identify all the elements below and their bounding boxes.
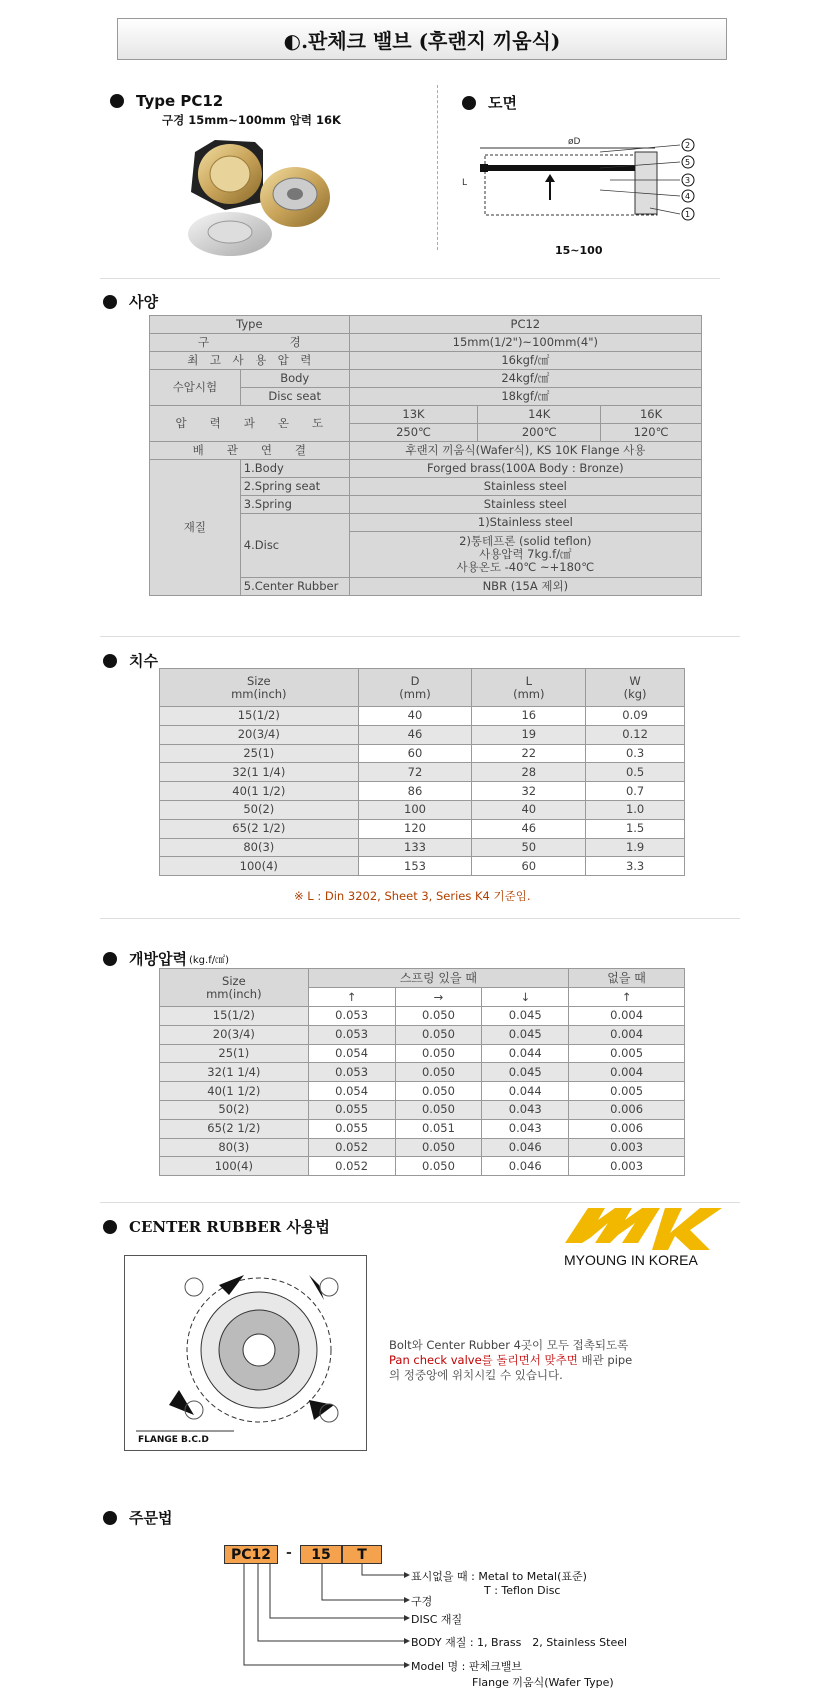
- spec-bore-value: 15mm(1/2")~100mm(4"): [349, 334, 701, 352]
- type-heading-text: Type PC12: [136, 92, 224, 110]
- od-label: øD: [568, 137, 581, 147]
- length-label: L: [462, 178, 468, 188]
- dim-cell: 1.0: [586, 800, 685, 819]
- bullet-icon: [103, 952, 117, 966]
- dim-cell: 0.12: [586, 725, 685, 744]
- open-cell: 0.052: [308, 1157, 395, 1176]
- open-cell: 0.052: [308, 1138, 395, 1157]
- bullet-icon: [462, 96, 476, 110]
- dim-cell: 15(1/2): [160, 707, 359, 726]
- dim-cell: 1.5: [586, 819, 685, 838]
- open-cell: 0.050: [395, 1007, 482, 1026]
- open-unit: (kg.f/㎠): [188, 955, 229, 966]
- divider: [100, 636, 740, 637]
- table-row: [160, 1100, 685, 1119]
- table-row: [160, 1007, 685, 1026]
- table-row: [160, 763, 685, 782]
- spec-m2-label: 2.Spring seat: [240, 478, 349, 496]
- open-cell: 0.045: [482, 1025, 569, 1044]
- spec-pipe-label: 배 관 연 결: [150, 442, 350, 460]
- callout-4: 4: [685, 192, 691, 201]
- drawing-heading-text: 도면: [488, 94, 517, 112]
- open-cell: 0.003: [569, 1157, 685, 1176]
- bullet-icon: [110, 94, 124, 108]
- model-code-box: PC12: [224, 1545, 278, 1564]
- open-cell: 0.045: [482, 1063, 569, 1082]
- open-header-line: Size: [222, 973, 246, 988]
- divider: [100, 918, 740, 919]
- arrow-right-icon: →: [395, 988, 482, 1007]
- table-row: [160, 1157, 685, 1176]
- dim-cell: 40: [472, 800, 586, 819]
- open-cell: 0.004: [569, 1063, 685, 1082]
- spec-material-label: 재질: [150, 460, 241, 596]
- arrow-up-icon: ↑: [308, 988, 395, 1007]
- spec-m5-value: NBR (15A 제외): [349, 578, 701, 596]
- page-title: ◐.판체크 밸브 (후랜지 끼움식): [117, 18, 727, 60]
- dim-cell: 46: [472, 819, 586, 838]
- open-cell: 100(4): [160, 1157, 309, 1176]
- spec-m4b-line: 사용온도 -40℃ ~+180℃: [456, 560, 595, 574]
- spec-disc-value: 18kgf/㎠: [349, 388, 701, 406]
- dim-header-line: (mm): [513, 686, 545, 701]
- spec-m3-label: 3.Spring: [240, 496, 349, 514]
- rubber-desc-line: [389, 1353, 632, 1368]
- table-row: [160, 725, 685, 744]
- open-header-spring: 스프링 있을 때: [308, 969, 568, 988]
- table-row: [160, 1063, 685, 1082]
- dim-cell: 153: [358, 857, 472, 876]
- open-cell: 0.053: [308, 1025, 395, 1044]
- dim-cell: 28: [472, 763, 586, 782]
- open-cell: 50(2): [160, 1100, 309, 1119]
- arrow-down-icon: ↓: [482, 988, 569, 1007]
- dim-cell: 86: [358, 782, 472, 801]
- dim-cell: 80(3): [160, 838, 359, 857]
- dim-cell: 0.3: [586, 744, 685, 763]
- spec-header-type: Type: [150, 316, 350, 334]
- dim-cell: 50: [472, 838, 586, 857]
- table-row: [160, 838, 685, 857]
- open-cell: 0.053: [308, 1063, 395, 1082]
- dim-cell: 32: [472, 782, 586, 801]
- open-cell: 0.050: [395, 1063, 482, 1082]
- order-disc-option: 표시없을 때 : Metal to Metal(표준): [411, 1570, 587, 1583]
- spec-body-label: Body: [240, 370, 349, 388]
- table-row: [160, 744, 685, 763]
- dim-cell: 19: [472, 725, 586, 744]
- spec-disc-label: Disc seat: [240, 388, 349, 406]
- logo-text: MYOUNG IN KOREA: [564, 1252, 698, 1268]
- dim-cell: 22: [472, 744, 586, 763]
- open-cell: 0.055: [308, 1100, 395, 1119]
- spec-pt-press: 14K: [478, 406, 601, 424]
- spec-maxp-label: 최 고 사 용 압 력: [150, 352, 350, 370]
- open-cell: 0.003: [569, 1138, 685, 1157]
- open-heading-text: 개방압력: [129, 950, 187, 968]
- spec-m1-value: Forged brass(100A Body : Bronze): [349, 460, 701, 478]
- dim-cell: 72: [358, 763, 472, 782]
- open-cell: 0.050: [395, 1082, 482, 1101]
- dim-header-line: (kg): [623, 686, 647, 701]
- dim-cell: 120: [358, 819, 472, 838]
- dim-cell: 100: [358, 800, 472, 819]
- dim-header-line: D: [410, 673, 420, 688]
- dim-cell: 3.3: [586, 857, 685, 876]
- dim-cell: 0.7: [586, 782, 685, 801]
- spec-hydro-label: 수압시험: [150, 370, 241, 406]
- divider: [100, 278, 720, 279]
- open-cell: 0.050: [395, 1025, 482, 1044]
- rubber-heading: [103, 1216, 330, 1237]
- center-rubber-diagram: [124, 1255, 367, 1451]
- spec-m4b-value: [349, 532, 701, 578]
- open-cell: 0.054: [308, 1044, 395, 1063]
- company-logo: [560, 1188, 725, 1268]
- dim-cell: 20(3/4): [160, 725, 359, 744]
- dim-cell: 50(2): [160, 800, 359, 819]
- range-label: 15~100: [555, 244, 603, 255]
- dim-cell: 0.09: [586, 707, 685, 726]
- open-cell: 0.050: [395, 1157, 482, 1176]
- spec-m3-value: Stainless steel: [349, 496, 701, 514]
- dim-cell: 40: [358, 707, 472, 726]
- open-cell: 0.051: [395, 1119, 482, 1138]
- rubber-desc-line: 의 정중앙에 위치시킬 수 있습니다.: [389, 1368, 563, 1382]
- spec-pt-temp: 250℃: [349, 424, 478, 442]
- open-cell: 0.043: [482, 1100, 569, 1119]
- open-cell: 0.043: [482, 1119, 569, 1138]
- spec-pt-temp: 120℃: [601, 424, 702, 442]
- dim-table: [159, 668, 685, 876]
- valve-photo: [185, 132, 330, 257]
- dim-cell: 133: [358, 838, 472, 857]
- open-cell: 0.050: [395, 1044, 482, 1063]
- open-cell: 80(3): [160, 1138, 309, 1157]
- open-cell: 32(1 1/4): [160, 1063, 309, 1082]
- dim-cell: 25(1): [160, 744, 359, 763]
- open-cell: 0.046: [482, 1138, 569, 1157]
- open-header-size: [160, 969, 309, 1007]
- section-divider: [437, 85, 438, 250]
- table-row: [160, 1025, 685, 1044]
- dim-cell: 60: [358, 744, 472, 763]
- spec-pipe-value: 후랜지 끼움식(Wafer식), KS 10K Flange 사용: [349, 442, 701, 460]
- table-row: [160, 1138, 685, 1157]
- table-row: [160, 707, 685, 726]
- arrow-up-icon: ↑: [569, 988, 685, 1007]
- table-row: [160, 857, 685, 876]
- dim-header-line: (mm): [399, 686, 431, 701]
- drawing-heading: [462, 92, 517, 113]
- open-cell: 0.045: [482, 1007, 569, 1026]
- size-code-box: 15: [300, 1545, 342, 1564]
- spec-m4b-line: 2)통테프론 (solid teflon): [459, 534, 592, 548]
- open-cell: 0.054: [308, 1082, 395, 1101]
- dim-cell: 32(1 1/4): [160, 763, 359, 782]
- open-cell: 0.004: [569, 1025, 685, 1044]
- dim-note: ※ L : Din 3202, Sheet 3, Series K4 기준임.: [294, 889, 531, 903]
- dim-header-line: mm(inch): [231, 686, 287, 701]
- spec-m2-value: Stainless steel: [349, 478, 701, 496]
- open-cell: 65(2 1/2): [160, 1119, 309, 1138]
- order-heading: [103, 1507, 172, 1528]
- table-row: [160, 800, 685, 819]
- spec-m1-label: 1.Body: [240, 460, 349, 478]
- dim-header-line: Size: [247, 673, 271, 688]
- order-leader-lines: [230, 1563, 410, 1688]
- open-heading: [103, 948, 229, 969]
- open-cell: 25(1): [160, 1044, 309, 1063]
- callout-2: 2: [685, 141, 691, 150]
- dim-header: [472, 669, 586, 707]
- dim-cell: 16: [472, 707, 586, 726]
- order-model-name: Model 명 : 판체크밸브: [411, 1660, 522, 1673]
- type-subtitle: 구경 15mm~100mm 압력 16K: [162, 113, 341, 127]
- spec-m5-label: 5.Center Rubber: [240, 578, 349, 596]
- type-heading: [110, 92, 223, 110]
- dim-header-line: L: [525, 673, 532, 688]
- bullet-icon: [103, 654, 117, 668]
- dim-heading: [103, 650, 158, 671]
- spec-table: [149, 315, 702, 596]
- spec-m4b-line: 사용압력 7kg.f/㎠: [479, 547, 572, 561]
- open-cell: 0.053: [308, 1007, 395, 1026]
- bullet-icon: [103, 1220, 117, 1234]
- spec-m4-value: 1)Stainless steel: [349, 514, 701, 532]
- order-disc-option-t: T : Teflon Disc: [484, 1584, 561, 1597]
- open-table: [159, 968, 685, 1176]
- callout-1: 1: [685, 210, 691, 219]
- open-cell: 40(1 1/2): [160, 1082, 309, 1101]
- spec-header-model: PC12: [349, 316, 701, 334]
- open-cell: 0.004: [569, 1007, 685, 1026]
- rubber-heading-text: CENTER RUBBER 사용법: [129, 1218, 330, 1236]
- dim-cell: 40(1 1/2): [160, 782, 359, 801]
- spec-bore-label: 구 경: [150, 334, 350, 352]
- open-cell: 0.005: [569, 1082, 685, 1101]
- order-heading-text: 주문법: [129, 1509, 173, 1527]
- dim-cell: 46: [358, 725, 472, 744]
- dim-cell: 1.9: [586, 838, 685, 857]
- rubber-desc-highlight: Pan check valve를 돌리면서 맞추면: [389, 1353, 578, 1367]
- open-cell: 0.044: [482, 1082, 569, 1101]
- rubber-desc-line: Bolt와 Center Rubber 4곳이 모두 접촉되도록: [389, 1338, 629, 1352]
- rubber-description: [389, 1338, 632, 1383]
- table-row: [160, 1044, 685, 1063]
- dim-cell: 100(4): [160, 857, 359, 876]
- open-cell: 0.055: [308, 1119, 395, 1138]
- order-disc-material: DISC 재질: [411, 1613, 463, 1626]
- open-cell: 0.050: [395, 1100, 482, 1119]
- open-cell: 0.050: [395, 1138, 482, 1157]
- dim-heading-text: 치수: [129, 652, 158, 670]
- order-model-type: Flange 끼움식(Wafer Type): [472, 1676, 614, 1689]
- table-row: [160, 1082, 685, 1101]
- order-size: 구경: [411, 1595, 433, 1608]
- rubber-desc-rest: 배관 pipe: [577, 1353, 633, 1367]
- table-row: [160, 782, 685, 801]
- open-cell: 0.005: [569, 1044, 685, 1063]
- callout-3: 3: [685, 176, 691, 185]
- open-header-line: mm(inch): [206, 986, 262, 1001]
- spec-maxp-value: 16kgf/㎠: [349, 352, 701, 370]
- dim-header-line: W: [629, 673, 641, 688]
- flange-label: FLANGE B.C.D: [138, 1435, 209, 1445]
- dim-cell: 65(2 1/2): [160, 819, 359, 838]
- open-header-nospring: 없을 때: [569, 969, 685, 988]
- open-cell: 0.006: [569, 1119, 685, 1138]
- spec-pt-press: 13K: [349, 406, 478, 424]
- spec-heading-text: 사양: [129, 293, 158, 311]
- open-cell: 0.046: [482, 1157, 569, 1176]
- open-cell: 15(1/2): [160, 1007, 309, 1026]
- spec-pt-temp: 200℃: [478, 424, 601, 442]
- dim-header: [586, 669, 685, 707]
- dim-header: [358, 669, 472, 707]
- disc-code-box: T: [342, 1545, 382, 1564]
- dim-header: [160, 669, 359, 707]
- spec-pt-label: 압 력 과 온 도: [150, 406, 350, 442]
- table-row: [160, 1119, 685, 1138]
- spec-body-value: 24kgf/㎠: [349, 370, 701, 388]
- order-dash: -: [286, 1545, 292, 1561]
- open-cell: 0.044: [482, 1044, 569, 1063]
- bullet-icon: [103, 295, 117, 309]
- spec-m4-label: 4.Disc: [240, 514, 349, 578]
- callout-5: 5: [685, 158, 691, 167]
- open-cell: 20(3/4): [160, 1025, 309, 1044]
- bullet-icon: [103, 1511, 117, 1525]
- dim-cell: 0.5: [586, 763, 685, 782]
- spec-heading: [103, 291, 158, 312]
- dim-cell: 60: [472, 857, 586, 876]
- table-row: [160, 819, 685, 838]
- order-body-material: BODY 재질 : 1, Brass 2, Stainless Steel: [411, 1636, 628, 1649]
- valve-drawing: [450, 130, 740, 255]
- spec-pt-press: 16K: [601, 406, 702, 424]
- open-cell: 0.006: [569, 1100, 685, 1119]
